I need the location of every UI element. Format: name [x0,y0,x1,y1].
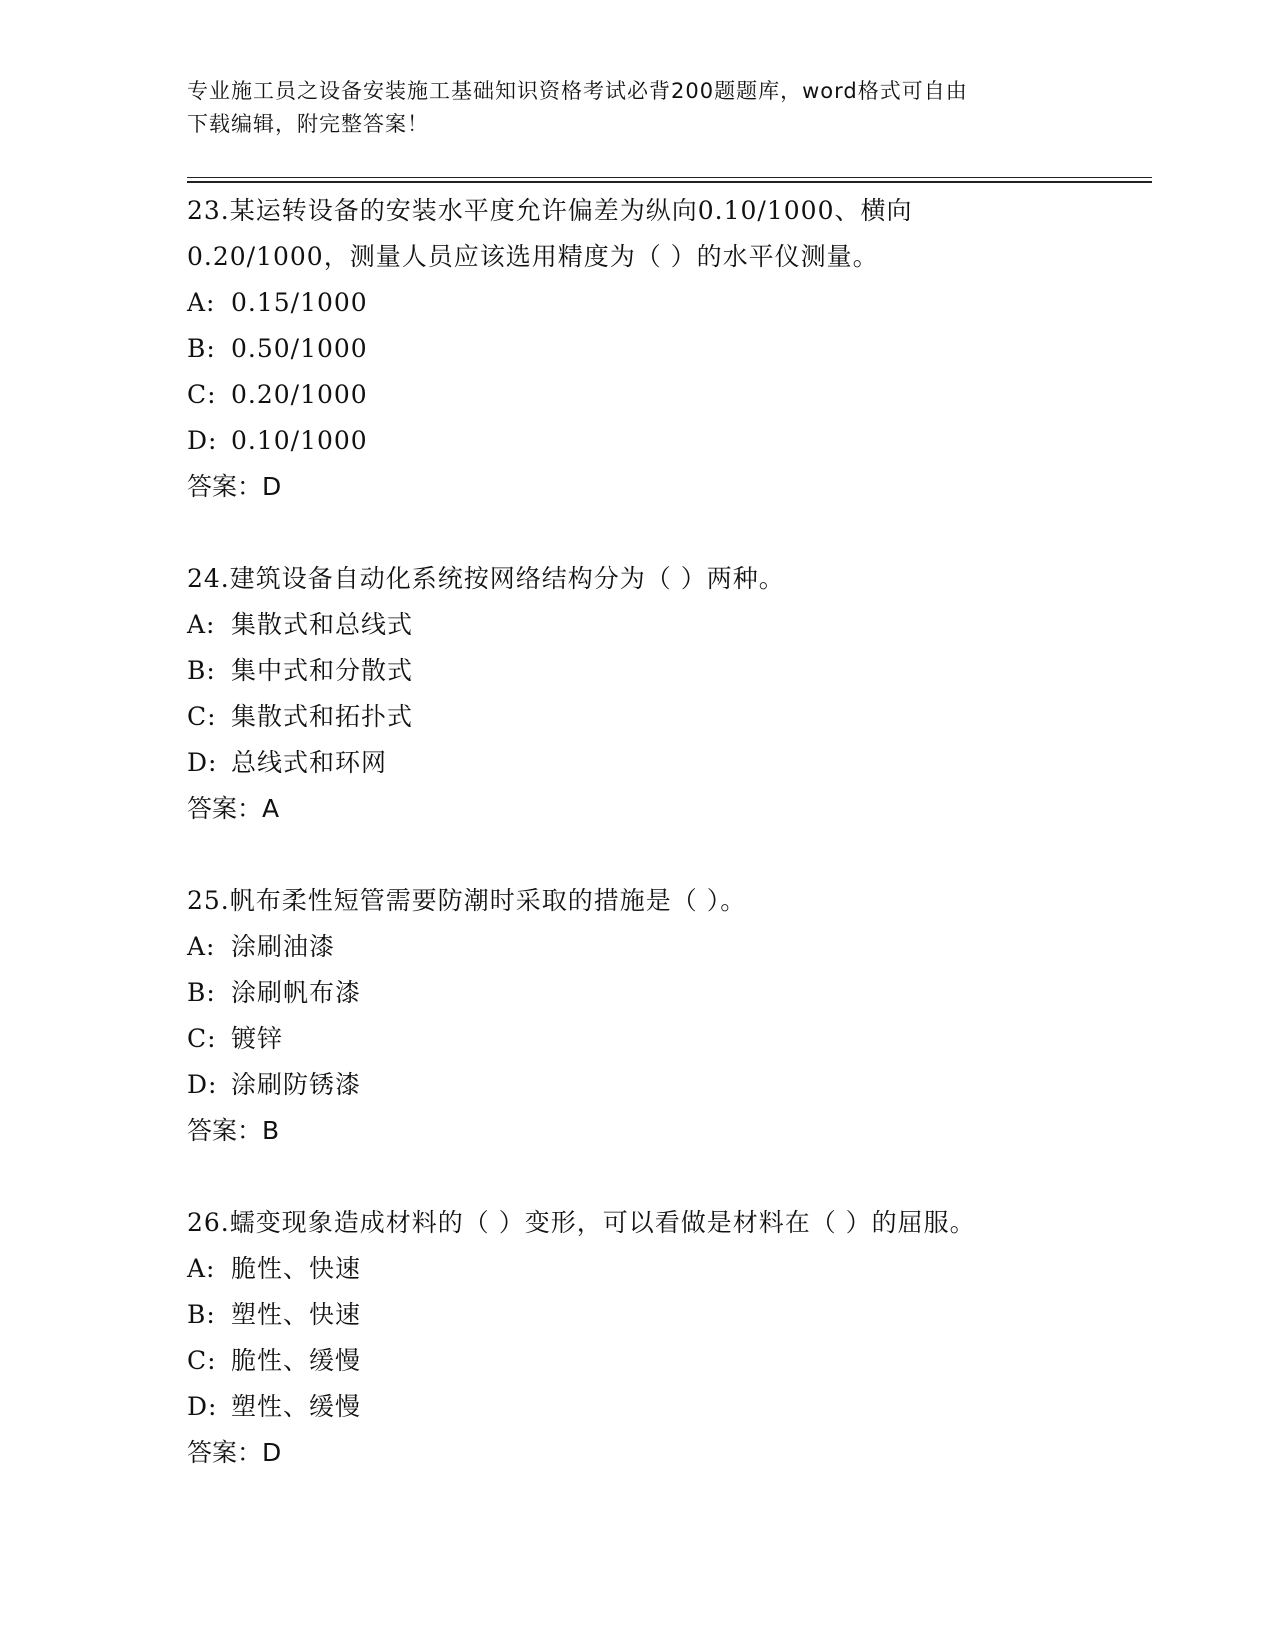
option-label: A: [187,1254,216,1283]
option-label: A: [187,288,216,317]
option-d [187,418,1147,464]
option-label: D: [187,1392,218,1421]
option-label: B: [187,334,216,363]
question-stem-line: 26.蠕变现象造成材料的（ ）变形，可以看做是材料在（ ）的屈服。 [187,1208,976,1237]
option-b [187,326,1147,372]
option-d [187,1062,1147,1108]
option-text: 0.50/1000 [231,334,368,363]
option-label: A: [187,610,216,639]
answer-line: 答案：D [187,1438,282,1467]
option-b [187,648,1147,694]
header-divider-thick [187,181,1152,183]
option-text: 脆性、快速 [231,1254,362,1283]
answer-line: 答案：D [187,472,282,501]
option-label: B: [187,1300,216,1329]
option-c [187,1016,1147,1062]
option-c [187,1338,1147,1384]
question-23 [187,188,1147,510]
option-d [187,740,1147,786]
option-text: 0.20/1000 [231,380,368,409]
option-text: 镀锌 [231,1024,284,1053]
question-25 [187,878,1147,1154]
option-a [187,924,1147,970]
question-26 [187,1200,1147,1476]
question-stem-line: 24.建筑设备自动化系统按网络结构分为（ ）两种。 [187,564,785,593]
option-text: 集散式和总线式 [231,610,414,639]
question-stem-line: 25.帆布柔性短管需要防潮时采取的措施是（ ）。 [187,886,747,915]
option-label: D: [187,1070,218,1099]
header-line-2: 下载编辑，附完整答案！ [187,112,429,136]
option-text: 集中式和分散式 [231,656,414,685]
option-a [187,1246,1147,1292]
option-text: 涂刷防锈漆 [231,1070,362,1099]
option-text: 集散式和拓扑式 [231,702,414,731]
option-text: 总线式和环网 [231,748,388,777]
answer-line: 答案：B [187,1116,280,1145]
answer-line: 答案：A [187,794,280,823]
option-text: 0.10/1000 [231,426,368,455]
option-text: 0.15/1000 [231,288,368,317]
option-label: C: [187,702,217,731]
option-label: A: [187,932,216,961]
question-list [187,188,1147,1522]
option-text: 塑性、缓慢 [231,1392,362,1421]
option-text: 脆性、缓慢 [231,1346,362,1375]
option-label: D: [187,748,218,777]
option-label: D: [187,426,218,455]
option-label: B: [187,656,216,685]
option-a [187,280,1147,326]
option-c [187,372,1147,418]
option-text: 涂刷帆布漆 [231,978,362,1007]
option-label: C: [187,1346,217,1375]
option-label: C: [187,380,217,409]
question-stem-line: 0.20/1000，测量人员应该选用精度为（ ）的水平仪测量。 [187,242,879,271]
header-divider-thin [187,177,1152,178]
header-line-1: 专业施工员之设备安装施工基础知识资格考试必背200题题库，word格式可自由 [187,79,968,103]
option-b [187,1292,1147,1338]
option-label: B: [187,978,216,1007]
option-b [187,970,1147,1016]
option-c [187,694,1147,740]
option-a [187,602,1147,648]
option-text: 塑性、快速 [231,1300,362,1329]
question-24 [187,556,1147,832]
question-stem-line: 23.某运转设备的安装水平度允许偏差为纵向0.10/1000、横向 [187,196,913,225]
option-d [187,1384,1147,1430]
option-text: 涂刷油漆 [231,932,336,961]
option-label: C: [187,1024,217,1053]
document-header [187,75,1067,141]
